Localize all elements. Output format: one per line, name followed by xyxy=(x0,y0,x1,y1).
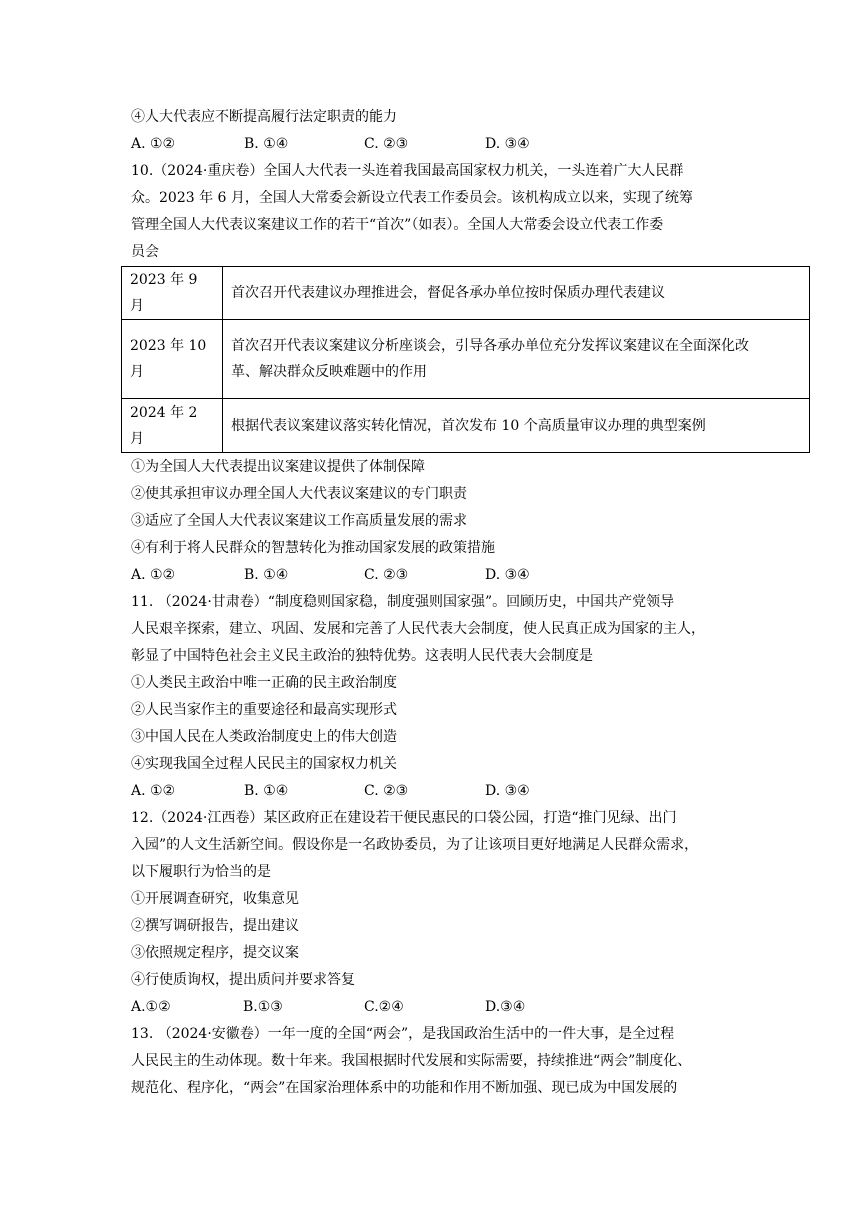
option-c: C.②④ xyxy=(364,999,404,1015)
option-b: B.①③ xyxy=(243,999,283,1015)
table-row xyxy=(122,267,810,320)
option-d: D. ③④ xyxy=(485,136,530,152)
q12-statement-3: ③依照规定程序，提交议案 xyxy=(131,945,299,961)
option-c: C. ②③ xyxy=(364,136,409,152)
q11-stem-line: 11. （2024·甘肃卷）“制度稳则国家稳，制度强则国家强”。回顾历史，中国共产党领导 xyxy=(131,594,675,610)
option-a: A. ①② xyxy=(131,783,176,799)
option-d: D.③④ xyxy=(485,999,526,1015)
q10-stem-line: 众。2023 年 6 月，全国人大常委会新设立代表工作委员会。该机构成立以来，实现了统筹 xyxy=(131,190,693,206)
q11-statement-2: ②人民当家作主的重要途径和最高实现形式 xyxy=(131,702,397,718)
q10-statement-1: ①为全国人大代表提出议案建议提供了体制保障 xyxy=(131,459,425,475)
table-content-line: 根据代表议案建议落实转化情况，首次发布 10 个高质量审议办理的典型案例 xyxy=(231,417,706,434)
option-b: B. ①④ xyxy=(244,136,289,152)
q11-statement-1: ①人类民主政治中唯一正确的民主政治制度 xyxy=(131,675,397,691)
table-content-line: 首次召开代表建议办理推进会，督促各承办单位按时保质办理代表建议 xyxy=(231,285,665,301)
q13-stem-line: 规范化、程序化，“两会”在国家治理体系中的功能和作用不断加强、现已成为中国发展的 xyxy=(131,1080,678,1096)
q10-stem-line: 员会 xyxy=(131,244,159,260)
q12-stem-line: 入园”的人文生活新空间。假设你是一名政协委员，为了让该项目更好地满足人民群众需求， xyxy=(131,837,699,853)
table-content-line: 革、解决群众反映难题中的作用 xyxy=(231,364,427,380)
table-date: 2024 年 2 月 xyxy=(122,399,223,453)
option-a: A. ①② xyxy=(131,567,176,583)
table-content-line: 首次召开代表议案建议分析座谈会，引导各承办单位充分发挥议案建议在全面深化改 xyxy=(231,338,749,354)
option-b: B. ①④ xyxy=(244,783,289,799)
table-content xyxy=(223,399,810,453)
option-c: C. ②③ xyxy=(364,567,409,583)
q12-statement-2: ②撰写调研报告，提出建议 xyxy=(131,918,299,934)
table-date: 2023 年 9 月 xyxy=(122,267,223,320)
q12-stem-line: 12.（2024·江西卷）某区政府正在建设若干便民惠民的口袋公园，打造“推门见绿、出门 xyxy=(131,810,677,826)
q12-statement-1: ①开展调查研究，收集意见 xyxy=(131,891,299,907)
q13-stem-line: 13. （2024·安徽卷）一年一度的全国“两会”，是我国政治生活中的一件大事，是全过程 xyxy=(131,1026,675,1042)
q11-stem-line: 彰显了中国特色社会主义民主政治的独特优势。这表明人民代表大会制度是 xyxy=(131,648,593,664)
q10-table xyxy=(121,266,810,453)
q9-statement-4: ④人大代表应不断提高履行法定职责的能力 xyxy=(131,109,397,125)
option-b: B. ①④ xyxy=(244,567,289,583)
q13-stem-line: 人民民主的生动体现。数十年来。我国根据时代发展和实际需要，持续推进“两会”制度化、 xyxy=(131,1053,692,1069)
q10-stem-line: 管理全国人大代表议案建议工作的若干“首次”（如表）。全国人大常委会设立代表工作委 xyxy=(131,217,664,233)
option-c: C. ②③ xyxy=(364,783,409,799)
table-date: 2023 年 10 月 xyxy=(122,320,223,399)
q11-statement-3: ③中国人民在人类政治制度史上的伟大创造 xyxy=(131,729,397,745)
q12-stem-line: 以下履职行为恰当的是 xyxy=(131,864,271,880)
option-d: D. ③④ xyxy=(485,567,530,583)
q12-statement-4: ④行使质询权，提出质问并要求答复 xyxy=(131,972,355,988)
table-content xyxy=(223,320,810,399)
q11-stem-line: 人民艰辛探索，建立、巩固、发展和完善了人民代表大会制度，使人民真正成为国家的主人， xyxy=(131,621,705,637)
option-a: A. ①② xyxy=(131,136,176,152)
table-row xyxy=(122,320,810,399)
table-content xyxy=(223,267,810,320)
q11-statement-4: ④实现我国全过程人民民主的国家权力机关 xyxy=(131,756,397,772)
q10-stem-line: 10.（2024·重庆卷）全国人大代表一头连着我国最高国家权力机关，一头连着广大人民群 xyxy=(131,163,684,179)
q10-statement-4: ④有利于将人民群众的智慧转化为推动国家发展的政策措施 xyxy=(131,540,495,556)
option-a: A.①② xyxy=(131,999,171,1015)
option-d: D. ③④ xyxy=(485,783,530,799)
q10-statement-2: ②使其承担审议办理全国人大代表议案建议的专门职责 xyxy=(131,486,467,502)
q10-statement-3: ③适应了全国人大代表议案建议工作高质量发展的需求 xyxy=(131,513,467,529)
table-row xyxy=(122,399,810,453)
